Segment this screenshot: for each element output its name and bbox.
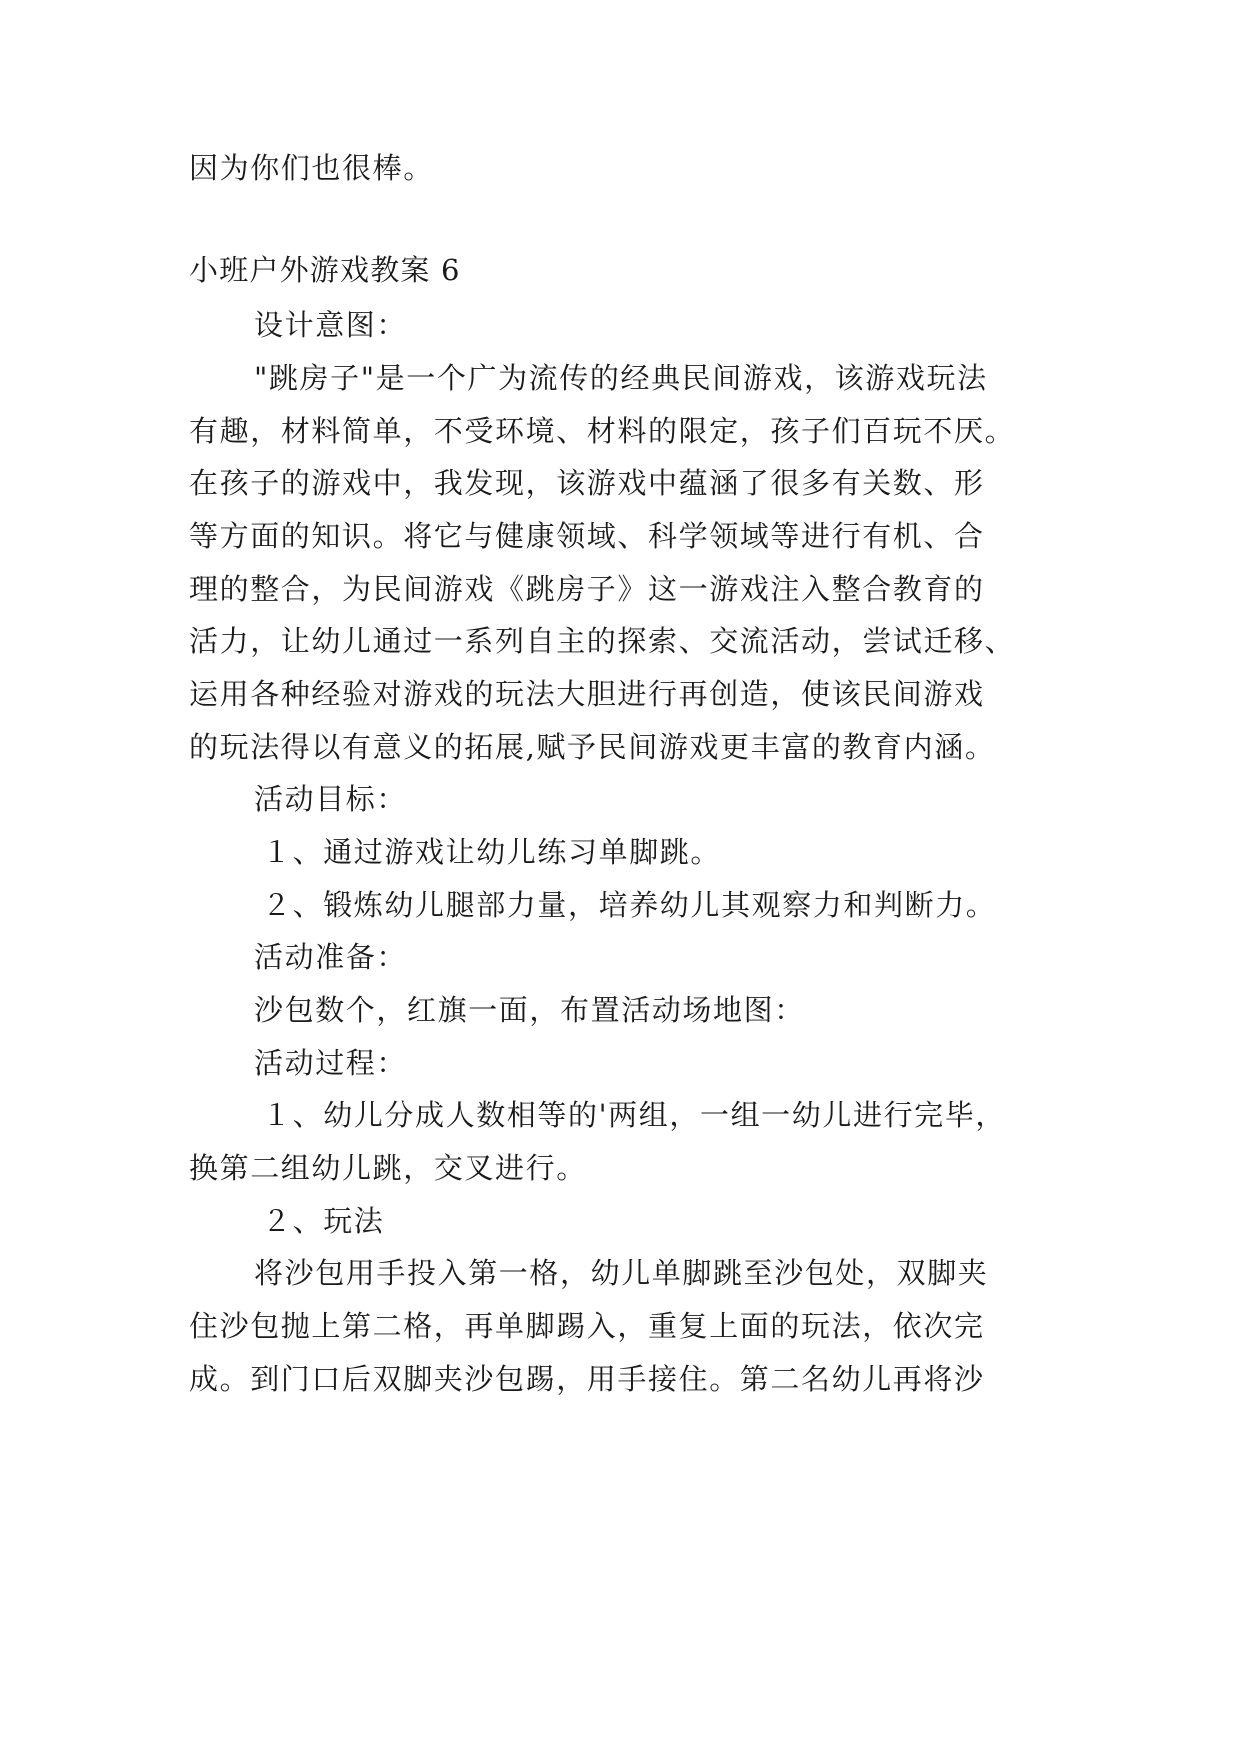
section-heading-activity-preparation: 活动准备： xyxy=(254,940,408,974)
paragraph-line: 的玩法得以有意义的拓展,赋予民间游戏更丰富的教育内涵。 xyxy=(189,730,996,764)
paragraph-line: 有趣，材料简单，不受环境、材料的限定，孩子们百玩不厌。 xyxy=(189,414,1016,448)
paragraph-line: 将沙包用手投入第一格，幼儿单脚跳至沙包处，双脚夹 xyxy=(254,1256,989,1290)
paragraph-line: "跳房子"是一个广为流传的经典民间游戏，该游戏玩法 xyxy=(254,361,988,395)
paragraph-line: 沙包数个，红旗一面，布置活动场地图： xyxy=(254,993,805,1027)
list-item: ２、锻炼幼儿腿部力量，培养幼儿其观察力和判断力。 xyxy=(262,888,997,922)
paragraph-line: 因为你们也很棒。 xyxy=(189,151,434,185)
section-title: 小班户外游戏教案 6 xyxy=(189,253,461,287)
section-heading-design-intent: 设计意图： xyxy=(254,308,408,342)
paragraph-line: 换第二组幼儿跳，交叉进行。 xyxy=(189,1151,587,1185)
paragraph-line: 运用各种经验对游戏的玩法大胆进行再创造，使该民间游戏 xyxy=(189,677,985,711)
section-heading-activity-goals: 活动目标： xyxy=(254,782,408,816)
list-item: ２、玩法 xyxy=(262,1204,385,1238)
paragraph-line: 成。到门口后双脚夹沙包踢，用手接住。第二名幼儿再将沙 xyxy=(189,1362,985,1396)
paragraph-line: 住沙包抛上第二格，再单脚踢入，重复上面的玩法，依次完 xyxy=(189,1309,985,1343)
list-item: １、幼儿分成人数相等的'两组，一组一幼儿进行完毕， xyxy=(262,1098,1006,1132)
paragraph-line: 活力，让幼儿通过一系列自主的探索、交流活动，尝试迁移、 xyxy=(189,624,1016,658)
section-heading-activity-process: 活动过程： xyxy=(254,1046,408,1080)
list-item: １、通过游戏让幼儿练习单脚跳。 xyxy=(262,835,722,869)
paragraph-line: 在孩子的游戏中，我发现，该游戏中蕴涵了很多有关数、形 xyxy=(189,466,985,500)
paragraph-line: 理的整合，为民间游戏《跳房子》这一游戏注入整合教育的 xyxy=(189,572,985,606)
paragraph-line: 等方面的知识。将它与健康领域、科学领域等进行有机、合 xyxy=(189,519,985,553)
